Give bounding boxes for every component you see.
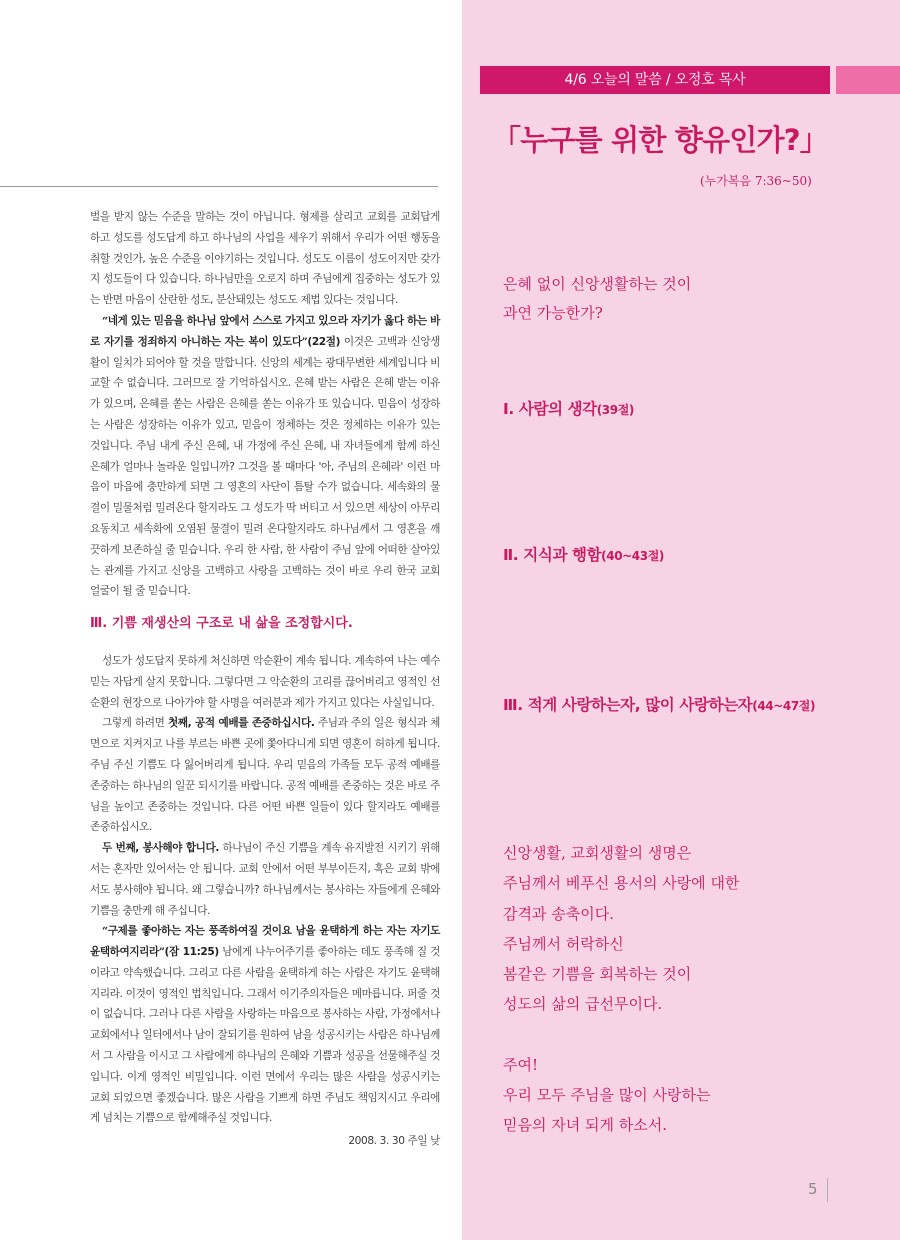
point-3-verse: (44~47절) (752, 699, 816, 713)
page-number-rule (827, 1178, 828, 1202)
paragraph-text: 그렇게 하려면 (102, 717, 168, 730)
point-2-verse: (40~43절) (601, 549, 664, 563)
body-paragraph (90, 713, 440, 838)
paragraph-text: 남에게 나누어주기를 좋아하는 데도 풍족해 질 것이라고 약속했습니다. 그리고 다른 사람을 윤택하게 하는 사람은 자기도 윤택해지리라. 이것이 영적인 법칙입니다. 그래서 이기주의자들은 메마릅니다. 퍼줄 것이 없습니다. 그러나 다른 사람을 사랑하는 마음으로 봉사하는 사람, 가정에서나 교회에서나 일터에서나 남이 잘되기를 원하여 남을 성공시키는 사람은 하나님께서 그 사람을 이시고 그 사람에게 하나님의 은혜와 기쁨과 성공을 선물해주실 것입니다. 이게 영적인 비밀입니다. 이런 면에서 우리는 많은 사람을 성공시키는 교회 되었으면 좋겠습니다. 많은 사람을 기쁘게 하면 주님도 책임지시고 우리에게 넘치는 기쁨으로 함께해주실 것입니다. (90, 946, 440, 1125)
body-paragraph (90, 838, 440, 921)
closing-line: 감격과 송축이다. (503, 904, 614, 923)
paragraph-text: 이것은 고백과 신앙생활이 일치가 되어야 할 것을 말합니다. 신앙의 세계는 광대무변한 세계입니다 비교할 수 없습니다. 그러므로 잘 기억하십시오. 은혜 받는 사람은 은혜 받는 이유가 있으며, 은혜를 쏟는 사람은 은혜를 쏟는 이유가 또 있습니다. 믿음이 성장하는 사람은 성장하는 이유가 있고, 믿음이 정체하는 것은 정체하는 이유가 있는 것입니다. 주님 내게 주신 은혜, 내 가정에 주신 은혜, 내 자녀들에게 함께 하신 은혜가 얼마나 놀라운 일입니까? 그것을 볼 때마다 '아, 주님의 은혜라' 이런 마음이 마음에 충만하게 되면 그 영혼의 사단이 틈탈 수가 없습니다. 세속화의 물결이 밀물처럼 밀려온다 할지라도 그 성도가 딱 버티고 서 있으면 세상이 아무리 요동치고 세속화에 오염된 물결이 밀려 온다할지라도 하나님께서 그 영혼을 깨끗하게 보존하실 줄 믿습니다. 우리 한 사람, 한 사람이 주님 앞에 어떠한 살아있는 관계를 가지고 신앙을 고백하고 사랑을 고백하는 것이 바로 우리 한국 교회 얼굴이 될 줄 믿습니다. (90, 335, 441, 598)
point-1-verse: (39절) (596, 403, 634, 417)
closing-line: 봄같은 기쁨을 회복하는 것이 (503, 965, 692, 984)
sermon-date: 2008. 3. 30 주일 낮 (348, 1135, 440, 1148)
header-banner-accent (836, 66, 900, 94)
point-1 (503, 397, 634, 419)
column-top-rule (0, 186, 438, 187)
body-paragraph: 벌을 받지 않는 수준을 말하는 것이 아닙니다. 형제를 살리고 교회를 교회답게 하고 성도를 성도답게 하고 하나님의 사업을 세우기 위해서 우리가 어떤 행동을 취할 것인가, 높은 수준을 이야기하는 것입니다. 성도도 이름이 성도이지만 갖가지 성도들이 다 있습니다. 하나님만을 오로지 하며 주님에게 집중하는 성도가 있는 반면 마음이 산란한 성도, 분산돼있는 성도도 제법 있다는 것입니다. (90, 211, 440, 307)
emphasis-text: 두 번째, 봉사해야 합니다. (102, 842, 219, 855)
point-2 (503, 543, 664, 565)
scripture-reference: (누가복음 7:36~50) (700, 174, 812, 188)
paragraph-text: 하나님이 주신 기쁨을 계속 유지발전 시키기 위해서는 혼자만 있어서는 안 됩니다. 교회 안에서 어떤 부부이든지, 혹은 교회 밖에서도 봉사해야 됩니다. 왜 그렇습니까? 하나님께서는 봉사하는 자들에게 은혜와 기쁨을 충만케 해 주십니다. (90, 842, 440, 917)
intro-line: 과연 가능한가? (503, 304, 603, 322)
closing-line: 신앙생활, 교회생활의 생명은 (503, 844, 692, 862)
scripture-quote-ref: (잠 11:25) (164, 946, 219, 959)
scripture-quote-ref: (22절) (307, 335, 341, 348)
closing-line: 성도의 삶의 급선무이다. (503, 995, 663, 1014)
body-paragraph (90, 921, 440, 1129)
prayer-line: 믿음의 자녀 되게 하소서. (503, 1116, 667, 1135)
closing-line: 주님께서 베푸신 용서의 사랑에 대한 (503, 874, 740, 893)
prayer-line: 우리 모두 주님을 많이 사랑하는 (503, 1086, 711, 1105)
header-banner: 4/6 오늘의 말씀 / 오정호 목사 (480, 66, 830, 94)
intro-line: 은혜 없이 신앙생활하는 것이 (503, 275, 692, 293)
point-3 (503, 693, 815, 715)
paragraph-text: 주님과 주의 일은 형식과 체면으로 지켜지고 나를 부르는 바쁜 곳에 쫓아다니게 되면 영혼이 허하게 됩니다. 주님 주신 기쁨도 다 잃어버리게 됩니다. 우리 믿음의 가족들 모두 공적 예배를 존중하는 하나님의 일꾼 되시기를 바랍니다. 공적 예배를 존중하는 것은 바로 주님을 높이고 존중하는 것입니다. 다른 어떤 바쁜 일들이 있다 할지라도 예배를 존중하십시오. (90, 717, 441, 834)
sermon-title: 「누구를 위한 향유인가?」 (492, 123, 828, 157)
sermon-body (90, 207, 440, 1152)
emphasis-text: 첫째, 공적 예배를 존중하십시다. (167, 717, 315, 730)
closing-line: 주님께서 허락하신 (503, 934, 624, 953)
intro-question (503, 270, 883, 328)
point-1-label: Ⅰ. 사람의 생각 (503, 400, 597, 418)
prayer-line: 주여! (503, 1055, 539, 1074)
page-number: 5 (808, 1180, 818, 1198)
point-3-label: Ⅲ. 적게 사랑하는자, 많이 사랑하는자 (503, 696, 753, 714)
scripture-quote: “구제를 좋아하는 자는 풍족하여질 것이요 남을 윤택하게 하는 자는 자기도 윤택하여지리라” (90, 925, 440, 959)
closing-message (503, 838, 883, 1141)
point-2-label: Ⅱ. 지식과 행함 (503, 546, 602, 564)
body-paragraph: 성도가 성도답지 못하게 처신하면 악순환이 계속 됩니다. 계속하여 나는 예수 믿는 자답게 살지 못합니다. 그렇다면 그 악순환의 고리를 끊어버리고 영적인 선순환의 현장으로 나아가야 할 사명을 여러분과 제가 가지고 있다는 사실입니다. (90, 654, 440, 709)
section-heading: Ⅲ. 기쁨 재생산의 구조로 내 삶을 조정합시다. (90, 616, 353, 632)
body-paragraph (90, 311, 440, 602)
scripture-quote: “네게 있는 믿음을 하나님 앞에서 스스로 가지고 있으라 자기가 옳다 하는 바로 자기를 정죄하지 아니하는 자는 복이 있도다” (90, 314, 440, 348)
